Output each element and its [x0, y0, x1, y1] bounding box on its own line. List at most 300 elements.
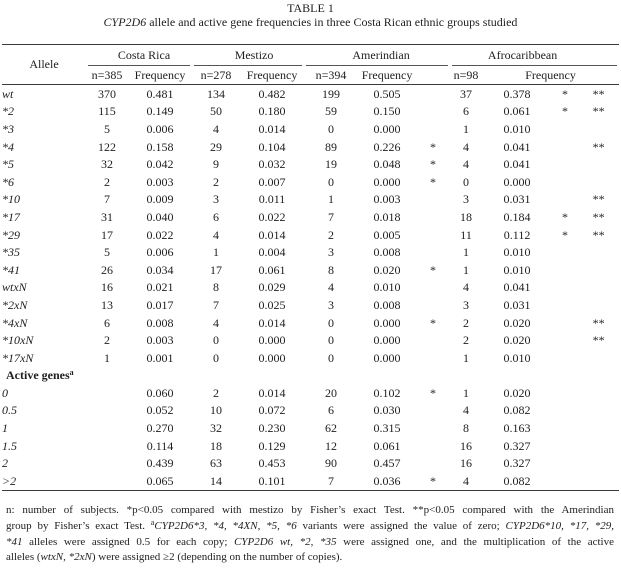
footnote-gene-list: CYP2D6 wt, *2, *35	[234, 535, 337, 548]
afrocaribbean-vs-amerindian-sig-cell: **	[592, 192, 605, 207]
mestizo-n-cell: 0	[213, 333, 220, 348]
afrocaribbean-n-cell: 11	[460, 227, 472, 242]
allele-row	[2, 103, 619, 121]
mestizo-frequency-cell: 0.025	[258, 297, 286, 312]
mestizo-frequency-cell: 0.072	[258, 403, 286, 418]
afrocaribbean-vs-mestizo-sig-cell	[552, 279, 578, 297]
afrocaribbean-n-cell: 4	[463, 157, 470, 172]
afrocaribbean-frequency-cell: 0.010	[503, 350, 531, 365]
amerindian-n-cell: 4	[328, 280, 335, 295]
costa-rica-n-cell	[86, 437, 128, 455]
allele-header: Allele	[2, 45, 86, 85]
amerindian-vs-mestizo-sig-cell: *	[430, 174, 437, 189]
costa-rica-n-cell: 2	[104, 333, 110, 348]
afrocaribbean-vs-amerindian-sig-cell: **	[592, 139, 605, 154]
amerindian-label: Amerindian	[352, 48, 410, 62]
amerindian-vs-mestizo-sig-cell	[416, 243, 450, 261]
afrocaribbean-vs-amerindian-sig-cell	[578, 419, 619, 437]
footnote-gene-list: wtxN, *2xN	[40, 551, 92, 564]
amerindian-frequency-cell: 0.315	[373, 421, 401, 436]
amerindian-vs-mestizo-sig-cell	[416, 419, 450, 437]
footnote-mark: a	[150, 517, 155, 527]
afrocaribbean-vs-mestizo-sig-cell	[552, 331, 578, 349]
amerindian-n-cell: 3	[328, 297, 335, 312]
mestizo-frequency-cell: 0.032	[258, 157, 286, 172]
allele-cell: 2	[2, 456, 8, 471]
amerindian-n-cell: 1	[328, 192, 335, 207]
afrocaribbean-frequency-cell: 0.378	[503, 86, 531, 101]
caption-gene: CYP2D6	[103, 15, 147, 29]
afrocaribbean-vs-mestizo-sig-cell	[552, 437, 578, 455]
allele-row	[2, 208, 619, 226]
costa-rica-frequency-cell: 0.034	[146, 262, 174, 277]
amerindian-vs-mestizo-sig-cell	[416, 85, 450, 103]
mestizo-n-cell: 2	[213, 174, 220, 189]
costa-rica-frequency-cell: 0.114	[146, 438, 174, 453]
amerindian-n-cell: 7	[304, 472, 358, 490]
amerindian-frequency-cell: 0.008	[373, 245, 401, 260]
active-genes-row	[2, 437, 619, 455]
afrocaribbean-frequency-cell: 0.163	[503, 421, 531, 436]
afrocaribbean-frequency-cell: 0.000	[503, 174, 531, 189]
costa-rica-frequency-cell: 0.022	[146, 227, 174, 242]
mestizo-n-cell: 14	[192, 472, 240, 490]
afrocaribbean-vs-amerindian-sig-cell	[578, 349, 619, 367]
afrocaribbean-vs-amerindian-sig-cell	[578, 155, 619, 173]
amerindian-frequency-cell: 0.030	[373, 403, 401, 418]
mestizo-frequency-cell: 0.230	[258, 421, 286, 436]
afrocaribbean-n-cell: 1	[463, 385, 470, 400]
costa-rica-n-cell: 122	[98, 139, 116, 154]
costa-rica-n-cell: 5	[104, 245, 110, 260]
afrocaribbean-header	[450, 45, 619, 67]
frequency-table	[2, 44, 619, 491]
allele-cell: *6	[2, 174, 14, 189]
footnote-text: were assigned one, and the multiplication of the active	[336, 535, 614, 548]
amerindian-vs-mestizo-sig-cell	[416, 402, 450, 420]
amerindian-vs-mestizo-sig-cell: *	[430, 385, 437, 400]
mestizo-frequency-cell: 0.014	[258, 385, 286, 400]
active-genes-row	[2, 402, 619, 420]
afrocaribbean-vs-amerindian-sig-cell: **	[592, 333, 605, 348]
allele-row	[2, 173, 619, 191]
mestizo-frequency-cell: 0.004	[258, 245, 286, 260]
afrocaribbean-frequency-cell: 0.020	[503, 315, 531, 330]
mestizo-frequency-cell: 0.014	[258, 227, 286, 242]
afrocaribbean-frequency-cell: 0.041	[503, 157, 531, 172]
allele-row	[2, 261, 619, 279]
allele-cell: *17xN	[2, 350, 34, 365]
amerindian-n-cell: 0	[328, 121, 335, 136]
costa-rica-frequency-cell: 0.009	[146, 192, 174, 207]
afrocaribbean-frequency-cell: 0.082	[503, 403, 531, 418]
allele-cell: *29	[2, 227, 20, 242]
mestizo-n-cell: 10	[210, 403, 223, 418]
afrocaribbean-vs-amerindian-sig-cell	[578, 472, 619, 490]
footnote-text: alleles (	[6, 551, 41, 564]
mestizo-n-cell: 134	[207, 86, 226, 101]
allele-row	[2, 314, 619, 332]
mestizo-frequency-cell: 0.101	[240, 472, 304, 490]
amerindian-frequency-cell: 0.005	[373, 227, 401, 242]
allele-rows	[2, 85, 619, 367]
afrocaribbean-frequency-cell: 0.061	[503, 104, 531, 119]
footnote-gene-list: CYP2D6*3, *4, *4XN, *5, *6	[154, 519, 297, 532]
amerindian-n-cell: 199	[322, 86, 341, 101]
mestizo-n-cell: 18	[210, 438, 223, 453]
costa-rica-n-cell: 370	[98, 86, 116, 101]
afrocaribbean-vs-amerindian-sig-cell	[578, 384, 619, 402]
amerindian-frequency-cell: 0.150	[373, 104, 401, 119]
allele-cell: wtxN	[2, 280, 27, 295]
amerindian-vs-mestizo-sig-cell	[416, 331, 450, 349]
mestizo-label: Mestizo	[234, 48, 274, 62]
allele-cell: >2	[2, 472, 86, 490]
amerindian-n-cell: 6	[328, 403, 335, 418]
amerindian-n-cell: 0	[328, 333, 335, 348]
afrocaribbean-n-cell: 1	[463, 121, 470, 136]
costa-rica-frequency-cell: 0.270	[146, 421, 174, 436]
amerindian-frequency-cell: 0.010	[373, 280, 401, 295]
afrocaribbean-frequency-cell: 0.031	[503, 192, 531, 207]
afrocaribbean-vs-mestizo-sig-cell: *	[562, 104, 569, 119]
footnote-text: variants were assigned the value of zero;	[296, 519, 506, 532]
allele-row	[2, 120, 619, 138]
costa-rica-n-cell: 32	[101, 157, 113, 172]
active-genes-row	[2, 419, 619, 437]
amerindian-n-cell: 59	[325, 104, 338, 119]
afrocaribbean-n-cell: 8	[463, 421, 470, 436]
amerindian-n-cell: 62	[325, 421, 338, 436]
allele-cell: *5	[2, 157, 14, 172]
costa-rica-frequency-cell: 0.149	[146, 104, 174, 119]
allele-cell: 1.5	[2, 438, 17, 453]
afrocaribbean-frequency-cell: 0.010	[503, 121, 531, 136]
costa-rica-n-cell: 16	[101, 280, 113, 295]
afrocaribbean-vs-amerindian-sig-cell	[578, 437, 619, 455]
allele-cell: *35	[2, 245, 20, 260]
allele-row	[2, 349, 619, 367]
mestizo-frequency-cell: 0.129	[258, 438, 286, 453]
mestizo-frequency-header: Frequency	[240, 66, 304, 85]
afrocaribbean-n-cell: 3	[463, 297, 470, 312]
allele-cell: *17	[2, 209, 20, 224]
afrocaribbean-n-header: n=98	[450, 66, 482, 85]
allele-cell: 0.5	[2, 403, 17, 418]
amerindian-frequency-cell: 0.000	[373, 174, 401, 189]
amerindian-n-cell: 20	[325, 385, 338, 400]
costa-rica-header	[86, 45, 192, 67]
footnote-line-4	[6, 550, 614, 566]
mestizo-frequency-cell: 0.014	[258, 121, 286, 136]
allele-cell: *41	[2, 262, 20, 277]
afrocaribbean-frequency-cell: 0.020	[503, 333, 531, 348]
mestizo-frequency-cell: 0.000	[258, 350, 286, 365]
amerindian-vs-mestizo-sig-cell: *	[430, 262, 437, 277]
afrocaribbean-n-cell: 4	[463, 139, 470, 154]
costa-rica-n-cell: 2	[104, 174, 110, 189]
mestizo-n-cell: 17	[210, 262, 223, 277]
allele-row	[2, 279, 619, 297]
amerindian-n-cell: 0	[328, 174, 335, 189]
amerindian-vs-mestizo-sig-cell	[416, 120, 450, 138]
afrocaribbean-vs-mestizo-sig-cell	[552, 173, 578, 191]
afrocaribbean-vs-mestizo-sig-cell	[552, 454, 578, 472]
afrocaribbean-vs-mestizo-sig-cell	[552, 472, 578, 490]
costa-rica-n-header: n=385	[86, 66, 128, 85]
mestizo-frequency-cell: 0.011	[258, 192, 286, 207]
afrocaribbean-vs-mestizo-sig-cell: *	[562, 86, 569, 101]
costa-rica-frequency-cell: 0.052	[146, 403, 174, 418]
amerindian-sig-header	[416, 66, 450, 85]
mestizo-n-header: n=278	[192, 66, 240, 85]
amerindian-frequency-cell: 0.048	[373, 157, 401, 172]
afrocaribbean-vs-mestizo-sig-cell	[552, 155, 578, 173]
amerindian-header	[304, 45, 450, 67]
amerindian-vs-mestizo-sig-cell	[416, 191, 450, 209]
afrocaribbean-frequency-cell: 0.327	[503, 456, 531, 471]
amerindian-frequency-cell: 0.000	[373, 333, 401, 348]
afrocaribbean-vs-mestizo-sig-cell	[552, 419, 578, 437]
costa-rica-frequency-cell: 0.006	[146, 245, 174, 260]
afrocaribbean-n-cell: 37	[460, 86, 473, 101]
allele-cell: *10	[2, 192, 20, 207]
afrocaribbean-vs-amerindian-sig-cell	[578, 402, 619, 420]
afrocaribbean-vs-mestizo-sig-cell	[552, 243, 578, 261]
afrocaribbean-vs-amerindian-sig-cell: **	[592, 86, 605, 101]
amerindian-n-cell: 12	[325, 438, 338, 453]
amerindian-frequency-cell: 0.020	[373, 262, 401, 277]
afrocaribbean-vs-amerindian-sig-cell	[578, 173, 619, 191]
footnote-line-1: n: number of subjects. *p<0.05 compared with mestizo by Fisher’s exact Test. **p<0.05 compared with the Amerindian	[6, 504, 614, 516]
amerindian-vs-mestizo-sig-cell: *	[416, 472, 450, 490]
allele-row	[2, 138, 619, 156]
costa-rica-frequency-header: Frequency	[128, 66, 192, 85]
afrocaribbean-vs-mestizo-sig-cell: *	[562, 227, 569, 242]
costa-rica-frequency-cell: 0.439	[146, 456, 174, 471]
afrocaribbean-frequency-header: Frequency	[482, 66, 619, 85]
costa-rica-label: Costa Rica	[117, 48, 171, 62]
costa-rica-frequency-cell: 0.065	[128, 472, 192, 490]
afrocaribbean-vs-amerindian-sig-cell	[578, 243, 619, 261]
costa-rica-n-cell: 13	[101, 297, 113, 312]
amerindian-vs-mestizo-sig-cell: *	[430, 315, 437, 330]
costa-rica-n-cell: 1	[104, 350, 110, 365]
afrocaribbean-n-cell: 1	[463, 350, 470, 365]
amerindian-frequency-cell: 0.102	[373, 385, 401, 400]
costa-rica-n-cell	[86, 472, 128, 490]
amerindian-vs-mestizo-sig-cell	[416, 296, 450, 314]
afrocaribbean-vs-mestizo-sig-cell	[552, 261, 578, 279]
mestizo-frequency-cell: 0.000	[258, 333, 286, 348]
afrocaribbean-n-cell: 16	[460, 456, 473, 471]
afrocaribbean-frequency-cell: 0.082	[482, 472, 552, 490]
afrocaribbean-frequency-cell: 0.112	[503, 227, 531, 242]
amerindian-frequency-cell: 0.000	[373, 315, 401, 330]
amerindian-n-cell: 0	[328, 315, 335, 330]
footnote-text: group by Fisher’s exact Test.	[6, 519, 151, 532]
allele-cell: *4	[2, 139, 14, 154]
costa-rica-frequency-cell: 0.001	[146, 350, 174, 365]
afrocaribbean-vs-amerindian-sig-cell: **	[592, 104, 605, 119]
afrocaribbean-vs-amerindian-sig-cell: **	[592, 227, 605, 242]
afrocaribbean-frequency-cell: 0.010	[503, 262, 531, 277]
costa-rica-n-cell: 17	[101, 227, 113, 242]
amerindian-n-cell: 3	[328, 245, 335, 260]
mestizo-n-cell: 4	[213, 315, 220, 330]
afrocaribbean-n-cell: 18	[460, 209, 473, 224]
afrocaribbean-vs-mestizo-sig-cell	[552, 314, 578, 332]
afrocaribbean-n-cell: 4	[450, 472, 482, 490]
afrocaribbean-label: Afrocaribbean	[487, 48, 558, 62]
afrocaribbean-vs-amerindian-sig-cell: **	[592, 209, 605, 224]
mestizo-n-cell: 4	[213, 227, 220, 242]
costa-rica-frequency-cell: 0.003	[146, 174, 174, 189]
afrocaribbean-n-cell: 16	[460, 438, 473, 453]
amerindian-vs-mestizo-sig-cell	[416, 103, 450, 121]
costa-rica-n-cell: 5	[104, 121, 110, 136]
afrocaribbean-frequency-cell: 0.041	[503, 139, 531, 154]
amerindian-vs-mestizo-sig-cell	[416, 208, 450, 226]
amerindian-frequency-cell: 0.000	[373, 350, 401, 365]
mestizo-frequency-cell: 0.180	[258, 104, 286, 119]
amerindian-frequency-cell: 0.226	[373, 139, 401, 154]
allele-cell: *2	[2, 104, 14, 119]
afrocaribbean-vs-amerindian-sig-cell	[578, 279, 619, 297]
amerindian-vs-mestizo-sig-cell	[416, 349, 450, 367]
allele-row	[2, 226, 619, 244]
subheader-row	[2, 66, 619, 85]
costa-rica-n-cell	[86, 402, 128, 420]
footnote-text: ) were assigned ≥2 (depending on the number of copies).	[91, 551, 343, 564]
costa-rica-frequency-cell: 0.021	[146, 280, 174, 295]
afrocaribbean-vs-mestizo-sig-cell	[552, 349, 578, 367]
mestizo-frequency-cell: 0.014	[258, 315, 286, 330]
afrocaribbean-vs-amerindian-sig-cell	[578, 296, 619, 314]
table-footnote	[6, 503, 614, 566]
mestizo-n-cell: 29	[210, 139, 223, 154]
active-genes-label	[2, 367, 619, 385]
afrocaribbean-n-cell: 6	[463, 104, 470, 119]
afrocaribbean-vs-mestizo-sig-cell	[552, 138, 578, 156]
amerindian-frequency-header: Frequency	[358, 66, 416, 85]
footnote-line-3	[6, 535, 614, 551]
afrocaribbean-vs-mestizo-sig-cell: *	[562, 209, 569, 224]
amerindian-vs-mestizo-sig-cell	[416, 226, 450, 244]
afrocaribbean-n-cell: 4	[463, 280, 470, 295]
afrocaribbean-frequency-cell: 0.184	[503, 209, 531, 224]
costa-rica-n-cell	[86, 419, 128, 437]
costa-rica-n-cell: 26	[101, 262, 113, 277]
afrocaribbean-vs-mestizo-sig-cell	[552, 191, 578, 209]
amerindian-n-cell: 19	[325, 157, 338, 172]
afrocaribbean-frequency-cell: 0.010	[503, 245, 531, 260]
allele-row	[2, 191, 619, 209]
mestizo-frequency-cell: 0.482	[258, 86, 286, 101]
afrocaribbean-frequency-cell: 0.041	[503, 280, 531, 295]
afrocaribbean-frequency-cell: 0.031	[503, 297, 531, 312]
mestizo-n-cell: 7	[213, 297, 220, 312]
amerindian-n-cell: 7	[328, 209, 335, 224]
amerindian-vs-mestizo-sig-cell	[416, 454, 450, 472]
amerindian-frequency-cell: 0.008	[373, 297, 401, 312]
active-genes-heading-row	[2, 367, 619, 385]
amerindian-n-cell: 89	[325, 139, 338, 154]
amerindian-frequency-cell: 0.003	[373, 192, 401, 207]
afrocaribbean-n-cell: 3	[463, 192, 470, 207]
active-genes-row	[2, 384, 619, 402]
costa-rica-n-cell	[86, 384, 128, 402]
amerindian-n-cell: 0	[328, 350, 335, 365]
table-caption	[0, 15, 621, 29]
mestizo-n-cell: 3	[213, 192, 220, 207]
costa-rica-n-cell: 115	[98, 104, 116, 119]
costa-rica-frequency-cell: 0.040	[146, 209, 174, 224]
amerindian-n-header: n=394	[304, 66, 358, 85]
mestizo-frequency-cell: 0.022	[258, 209, 286, 224]
costa-rica-frequency-cell: 0.008	[146, 315, 174, 330]
afrocaribbean-n-cell: 2	[463, 315, 470, 330]
allele-cell: wt	[2, 86, 14, 101]
mestizo-n-cell: 8	[213, 280, 220, 295]
active-genes-footnote-mark: a	[69, 368, 74, 378]
amerindian-n-cell: 2	[328, 227, 335, 242]
costa-rica-n-cell: 6	[104, 315, 110, 330]
afrocaribbean-vs-amerindian-sig-cell: **	[592, 315, 605, 330]
mestizo-n-cell: 9	[213, 157, 220, 172]
mestizo-n-cell: 4	[213, 121, 220, 136]
group-header-row	[2, 45, 619, 67]
footnote-text: alleles were assigned 0.5 for each copy;	[22, 535, 235, 548]
allele-cell: 0	[2, 385, 8, 400]
amerindian-frequency-cell: 0.457	[373, 456, 401, 471]
mestizo-frequency-cell: 0.061	[258, 262, 286, 277]
costa-rica-frequency-cell: 0.003	[146, 333, 174, 348]
amerindian-vs-mestizo-sig-cell	[416, 279, 450, 297]
amerindian-frequency-cell: 0.018	[373, 209, 401, 224]
footnote-gene-list: CYP2D6*10, *17, *29,	[505, 519, 614, 532]
afrocaribbean-frequency-cell: 0.020	[503, 385, 531, 400]
mestizo-frequency-cell: 0.453	[258, 456, 286, 471]
allele-row	[2, 85, 619, 103]
amerindian-n-cell: 8	[328, 262, 335, 277]
allele-row	[2, 331, 619, 349]
amerindian-frequency-cell: 0.061	[373, 438, 401, 453]
afrocaribbean-n-cell: 4	[463, 403, 470, 418]
afrocaribbean-n-cell: 0	[463, 174, 470, 189]
afrocaribbean-vs-mestizo-sig-cell	[552, 296, 578, 314]
costa-rica-frequency-cell: 0.017	[146, 297, 174, 312]
mestizo-n-cell: 32	[210, 421, 223, 436]
afrocaribbean-n-cell: 1	[463, 245, 470, 260]
costa-rica-frequency-cell: 0.481	[146, 86, 174, 101]
mestizo-n-cell: 1	[213, 245, 220, 260]
active-genes-row	[2, 472, 619, 490]
footnote-line-2	[6, 519, 614, 535]
amerindian-frequency-cell: 0.000	[373, 121, 401, 136]
mestizo-n-cell: 50	[210, 104, 223, 119]
costa-rica-n-cell: 31	[101, 209, 113, 224]
active-genes-row	[2, 454, 619, 472]
costa-rica-frequency-cell: 0.060	[146, 385, 174, 400]
active-genes-heading	[2, 367, 619, 385]
active-genes-rows	[2, 384, 619, 490]
mestizo-header	[192, 45, 304, 67]
afrocaribbean-n-cell: 2	[463, 333, 470, 348]
afrocaribbean-n-cell: 1	[463, 262, 470, 277]
costa-rica-frequency-cell: 0.042	[146, 157, 174, 172]
amerindian-n-cell: 90	[325, 456, 338, 471]
